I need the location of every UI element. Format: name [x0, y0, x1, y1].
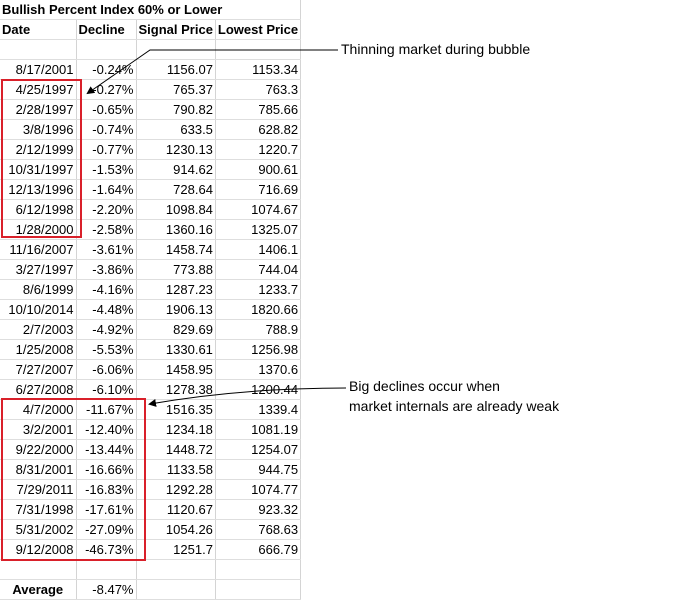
decline-cell[interactable]: -3.61% — [76, 240, 136, 260]
date-cell[interactable]: 6/27/2008 — [0, 380, 76, 400]
signal-price-cell[interactable]: 1330.61 — [136, 340, 215, 360]
average-value[interactable]: -8.47% — [76, 580, 136, 600]
lowest-price-cell[interactable]: 716.69 — [215, 180, 300, 200]
table-row — [0, 220, 301, 240]
header-row — [0, 20, 301, 40]
header-signal-price[interactable]: Signal Price — [136, 20, 215, 40]
decline-cell[interactable]: -0.24% — [76, 60, 136, 80]
empty-cell[interactable] — [0, 40, 76, 60]
lowest-price-cell[interactable]: 785.66 — [215, 100, 300, 120]
table-row — [0, 400, 301, 420]
signal-price-cell[interactable]: 829.69 — [136, 320, 215, 340]
table-row — [0, 540, 301, 560]
decline-cell[interactable]: -11.67% — [76, 400, 136, 420]
lowest-price-cell[interactable]: 744.04 — [215, 260, 300, 280]
table-row — [0, 160, 301, 180]
decline-cell[interactable]: -12.40% — [76, 420, 136, 440]
signal-price-cell[interactable]: 1458.95 — [136, 360, 215, 380]
header-date[interactable]: Date — [0, 20, 76, 40]
table-row — [0, 380, 301, 400]
empty-row — [0, 560, 301, 580]
date-cell[interactable]: 4/25/1997 — [0, 80, 76, 100]
signal-price-cell[interactable]: 1278.38 — [136, 380, 215, 400]
table-row — [0, 60, 301, 80]
signal-price-cell[interactable]: 1251.7 — [136, 540, 215, 560]
lowest-price-cell[interactable]: 923.32 — [215, 500, 300, 520]
empty-cell[interactable] — [215, 560, 300, 580]
signal-price-cell[interactable]: 1458.74 — [136, 240, 215, 260]
lowest-price-cell[interactable]: 1370.6 — [215, 360, 300, 380]
lowest-price-cell[interactable]: 900.61 — [215, 160, 300, 180]
date-cell[interactable]: 9/12/2008 — [0, 540, 76, 560]
lowest-price-cell[interactable]: 1256.98 — [215, 340, 300, 360]
table-row — [0, 320, 301, 340]
lowest-price-cell[interactable]: 1254.07 — [215, 440, 300, 460]
signal-price-cell[interactable]: 790.82 — [136, 100, 215, 120]
date-cell[interactable]: 7/31/1998 — [0, 500, 76, 520]
date-cell[interactable]: 5/31/2002 — [0, 520, 76, 540]
spreadsheet-table — [0, 0, 301, 600]
table-row — [0, 120, 301, 140]
table-row — [0, 340, 301, 360]
date-cell[interactable]: 7/27/2007 — [0, 360, 76, 380]
decline-cell[interactable]: -2.20% — [76, 200, 136, 220]
table-row — [0, 460, 301, 480]
decline-cell[interactable]: -0.27% — [76, 80, 136, 100]
signal-price-cell[interactable]: 765.37 — [136, 80, 215, 100]
annotation-big-declines-line1: Big declines occur when — [349, 378, 500, 394]
table-row — [0, 140, 301, 160]
table-row — [0, 480, 301, 500]
table-row — [0, 360, 301, 380]
date-cell[interactable]: 6/12/1998 — [0, 200, 76, 220]
date-cell[interactable]: 3/2/2001 — [0, 420, 76, 440]
date-cell[interactable]: 9/22/2000 — [0, 440, 76, 460]
table-row — [0, 200, 301, 220]
signal-price-cell[interactable]: 728.64 — [136, 180, 215, 200]
header-decline[interactable]: Decline — [76, 20, 136, 40]
decline-cell[interactable]: -1.64% — [76, 180, 136, 200]
empty-cell[interactable] — [76, 560, 136, 580]
signal-price-cell[interactable]: 1098.84 — [136, 200, 215, 220]
date-cell[interactable]: 10/10/2014 — [0, 300, 76, 320]
date-cell[interactable]: 3/8/1996 — [0, 120, 76, 140]
date-cell[interactable]: 8/31/2001 — [0, 460, 76, 480]
lowest-price-cell[interactable]: 628.82 — [215, 120, 300, 140]
lowest-price-cell[interactable]: 1820.66 — [215, 300, 300, 320]
lowest-price-cell[interactable]: 1081.19 — [215, 420, 300, 440]
sheet-title[interactable]: Bullish Percent Index 60% or Lower — [0, 0, 301, 20]
date-cell[interactable]: 2/28/1997 — [0, 100, 76, 120]
table-row — [0, 500, 301, 520]
table-row — [0, 520, 301, 540]
date-cell[interactable]: 1/25/2008 — [0, 340, 76, 360]
table-row — [0, 300, 301, 320]
lowest-price-cell[interactable]: 1074.77 — [215, 480, 300, 500]
date-cell[interactable]: 12/13/1996 — [0, 180, 76, 200]
signal-price-cell[interactable]: 1360.16 — [136, 220, 215, 240]
empty-cell[interactable] — [76, 40, 136, 60]
empty-cell[interactable] — [215, 580, 300, 600]
lowest-price-cell[interactable]: 1406.1 — [215, 240, 300, 260]
lowest-price-cell[interactable]: 1325.07 — [215, 220, 300, 240]
date-cell[interactable]: 11/16/2007 — [0, 240, 76, 260]
average-label[interactable]: Average — [0, 580, 76, 600]
date-cell[interactable]: 10/31/1997 — [0, 160, 76, 180]
lowest-price-cell[interactable]: 1153.34 — [215, 60, 300, 80]
decline-cell[interactable]: -2.58% — [76, 220, 136, 240]
signal-price-cell[interactable]: 1054.26 — [136, 520, 215, 540]
date-cell[interactable]: 8/6/1999 — [0, 280, 76, 300]
empty-cell[interactable] — [136, 560, 215, 580]
lowest-price-cell[interactable]: 1200.44 — [215, 380, 300, 400]
lowest-price-cell[interactable]: 1074.67 — [215, 200, 300, 220]
decline-cell[interactable]: -4.16% — [76, 280, 136, 300]
decline-cell[interactable]: -0.77% — [76, 140, 136, 160]
empty-cell[interactable] — [136, 580, 215, 600]
date-cell[interactable]: 7/29/2011 — [0, 480, 76, 500]
signal-price-cell[interactable]: 773.88 — [136, 260, 215, 280]
empty-row — [0, 40, 301, 60]
decline-cell[interactable]: -0.65% — [76, 100, 136, 120]
decline-cell[interactable]: -6.10% — [76, 380, 136, 400]
date-cell[interactable]: 4/7/2000 — [0, 400, 76, 420]
lowest-price-cell[interactable]: 1233.7 — [215, 280, 300, 300]
table-row — [0, 240, 301, 260]
lowest-price-cell[interactable]: 788.9 — [215, 320, 300, 340]
signal-price-cell[interactable]: 1287.23 — [136, 280, 215, 300]
lowest-price-cell[interactable]: 1339.4 — [215, 400, 300, 420]
decline-cell[interactable]: -46.73% — [76, 540, 136, 560]
table-row — [0, 100, 301, 120]
signal-price-cell[interactable]: 914.62 — [136, 160, 215, 180]
signal-price-cell[interactable]: 1230.13 — [136, 140, 215, 160]
empty-cell[interactable] — [215, 40, 300, 60]
signal-price-cell[interactable]: 633.5 — [136, 120, 215, 140]
table-row — [0, 420, 301, 440]
lowest-price-cell[interactable]: 1220.7 — [215, 140, 300, 160]
table-row — [0, 280, 301, 300]
lowest-price-cell[interactable]: 763.3 — [215, 80, 300, 100]
signal-price-cell[interactable]: 1906.13 — [136, 300, 215, 320]
decline-cell[interactable]: -13.44% — [76, 440, 136, 460]
decline-cell[interactable]: -4.92% — [76, 320, 136, 340]
decline-cell[interactable]: -16.66% — [76, 460, 136, 480]
lowest-price-cell[interactable]: 944.75 — [215, 460, 300, 480]
decline-cell[interactable]: -4.48% — [76, 300, 136, 320]
date-cell[interactable]: 1/28/2000 — [0, 220, 76, 240]
signal-price-cell[interactable]: 1120.67 — [136, 500, 215, 520]
signal-price-cell[interactable]: 1234.18 — [136, 420, 215, 440]
decline-cell[interactable]: -0.74% — [76, 120, 136, 140]
date-cell[interactable]: 8/17/2001 — [0, 60, 76, 80]
annotation-thinning-market: Thinning market during bubble — [341, 41, 531, 57]
decline-cell[interactable]: -5.53% — [76, 340, 136, 360]
spreadsheet-body — [0, 0, 301, 600]
empty-cell[interactable] — [0, 560, 76, 580]
table-row — [0, 260, 301, 280]
decline-cell[interactable]: -16.83% — [76, 480, 136, 500]
decline-cell[interactable]: -1.53% — [76, 160, 136, 180]
empty-cell[interactable] — [136, 40, 215, 60]
table-row — [0, 180, 301, 200]
decline-cell[interactable]: -27.09% — [76, 520, 136, 540]
decline-cell[interactable]: -6.06% — [76, 360, 136, 380]
table-row — [0, 80, 301, 100]
date-cell[interactable]: 2/7/2003 — [0, 320, 76, 340]
annotation-big-declines-line2: market internals are already weak — [349, 398, 560, 414]
signal-price-cell[interactable]: 1516.35 — [136, 400, 215, 420]
signal-price-cell[interactable]: 1133.58 — [136, 460, 215, 480]
title-row — [0, 0, 301, 20]
date-cell[interactable]: 3/27/1997 — [0, 260, 76, 280]
date-cell[interactable]: 2/12/1999 — [0, 140, 76, 160]
signal-price-cell[interactable]: 1292.28 — [136, 480, 215, 500]
lowest-price-cell[interactable]: 666.79 — [215, 540, 300, 560]
average-row — [0, 580, 301, 600]
table-row — [0, 440, 301, 460]
signal-price-cell[interactable]: 1448.72 — [136, 440, 215, 460]
header-lowest-price[interactable]: Lowest Price — [215, 20, 300, 40]
lowest-price-cell[interactable]: 768.63 — [215, 520, 300, 540]
decline-cell[interactable]: -3.86% — [76, 260, 136, 280]
decline-cell[interactable]: -17.61% — [76, 500, 136, 520]
signal-price-cell[interactable]: 1156.07 — [136, 60, 215, 80]
